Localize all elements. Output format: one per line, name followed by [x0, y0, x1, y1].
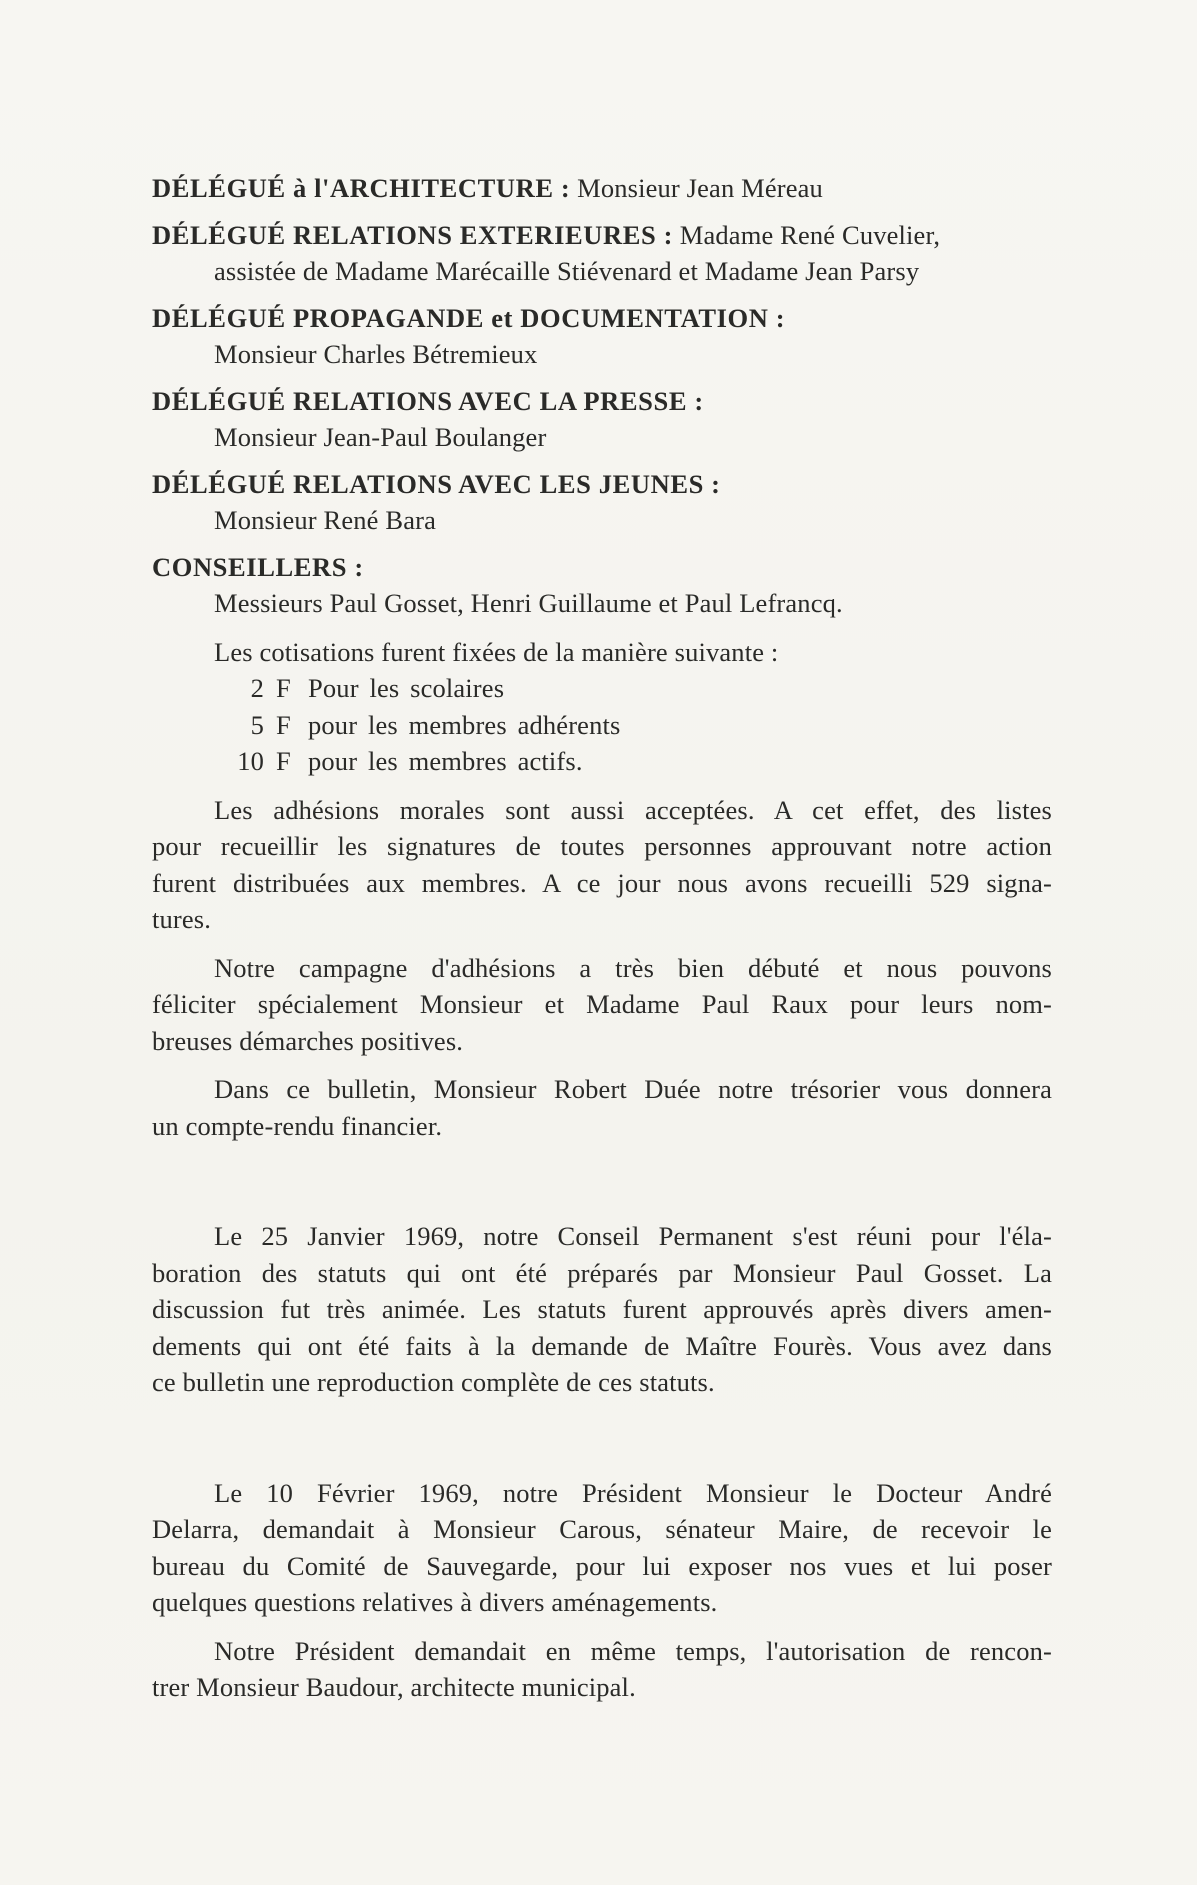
- fee-label: pour les membres adhérents: [308, 709, 621, 740]
- fees-intro: Les cotisations furent fixées de la manière suivante :: [214, 636, 779, 667]
- paragraph-line: breuses démarches positives.: [152, 1025, 464, 1056]
- fee-amount: 10: [237, 746, 264, 776]
- role-title: DÉLÉGUÉ RELATIONS AVEC LES JEUNES :: [152, 468, 721, 499]
- role-holder-continuation: Monsieur René Bara: [214, 505, 436, 535]
- fee-row: [152, 707, 1052, 744]
- role-holder: Monsieur Jean Méreau: [577, 173, 823, 203]
- fee-label: pour les membres actifs.: [308, 746, 583, 776]
- paragraph-line: tures.: [152, 904, 212, 934]
- role-title: DÉLÉGUÉ RELATIONS EXTERIEURES :: [152, 219, 673, 250]
- fee-amount: 2: [250, 673, 264, 703]
- paragraph-line: un compte-rendu financier.: [152, 1110, 443, 1141]
- fee-row: [152, 670, 1052, 707]
- fee-amount: 5: [250, 709, 264, 740]
- paragraph-adhesions: [152, 792, 1052, 938]
- role-architecture: [152, 170, 1052, 207]
- role-title: CONSEILLERS :: [152, 551, 364, 582]
- paragraph-line: féliciter spécialement Monsieur et Madame Paul Raux pour leurs nom-: [152, 989, 1052, 1019]
- document-body: [152, 170, 1052, 1706]
- role-holder: Madame René Cuvelier,: [679, 219, 941, 250]
- role-holder-continuation: Monsieur Charles Bétremieux: [214, 339, 538, 369]
- paragraph-line: furent distribuées aux membres. A ce jour nous avons recueilli 529 signa-: [152, 867, 1052, 898]
- paragraph-line: Notre campagne d'adhésions a très bien débuté et nous pouvons: [214, 952, 1052, 983]
- paragraph-line: discussion fut très animée. Les statuts furent approuvés après divers amen-: [152, 1294, 1052, 1324]
- fee-unit: F: [276, 673, 291, 703]
- role-title: DÉLÉGUÉ à l'ARCHITECTURE :: [152, 173, 571, 203]
- role-holder-continuation: Monsieur Jean-Paul Boulanger: [214, 422, 547, 452]
- paragraph-president: [152, 1633, 1052, 1706]
- role-holder-continuation: assistée de Madame Marécaille Stiévenard et Madame Jean Parsy: [214, 256, 920, 286]
- paragraph-line: Dans ce bulletin, Monsieur Robert Duée notre trésorier vous donnera: [214, 1074, 1052, 1104]
- paragraph-line: pour recueillir les signatures de toutes personnes approuvant notre action: [152, 831, 1052, 861]
- paragraph-line: Notre Président demandait en même temps, l'autorisation de rencon-: [214, 1635, 1052, 1666]
- paragraph-line: trer Monsieur Baudour, architecte municipal.: [152, 1672, 636, 1702]
- paragraph-fevrier: [152, 1475, 1052, 1621]
- paragraph-line: boration des statuts qui ont été préparés par Monsieur Paul Gosset. La: [152, 1257, 1052, 1288]
- fee-unit: F: [276, 746, 291, 776]
- role-holder-continuation: Messieurs Paul Gosset, Henri Guillaume et Paul Lefrancq.: [214, 588, 843, 618]
- paragraph-bulletin: [152, 1071, 1052, 1144]
- fee-label: Pour les scolaires: [308, 673, 505, 703]
- paragraph-line: Les adhésions morales sont aussi acceptées. A cet effet, des listes: [214, 794, 1052, 825]
- paragraph-line: dements qui ont été faits à la demande de Maître Fourès. Vous avez dans: [152, 1330, 1052, 1361]
- paragraph-janvier: [152, 1218, 1052, 1401]
- role-title: DÉLÉGUÉ PROPAGANDE et DOCUMENTATION :: [152, 302, 786, 333]
- paragraph-line: Delarra, demandait à Monsieur Carous, sénateur Maire, de recevoir le: [152, 1514, 1052, 1544]
- role-title: DÉLÉGUÉ RELATIONS AVEC LA PRESSE :: [152, 385, 704, 416]
- fee-unit: F: [276, 709, 291, 740]
- role-relations-exterieures: [152, 217, 1052, 254]
- paragraph-line: bureau du Comité de Sauvegarde, pour lui exposer nos vues et lui poser: [152, 1550, 1052, 1581]
- fee-row: [152, 743, 1052, 780]
- paragraph-line: quelques questions relatives à divers aménagements.: [152, 1587, 718, 1617]
- paragraph-line: Le 25 Janvier 1969, notre Conseil Permanent s'est réuni pour l'éla-: [214, 1221, 1052, 1251]
- paragraph-line: ce bulletin une reproduction complète de ces statuts.: [152, 1367, 715, 1397]
- paragraph-line: Le 10 Février 1969, notre Président Monsieur le Docteur André: [214, 1477, 1052, 1508]
- paragraph-campagne: [152, 950, 1052, 1060]
